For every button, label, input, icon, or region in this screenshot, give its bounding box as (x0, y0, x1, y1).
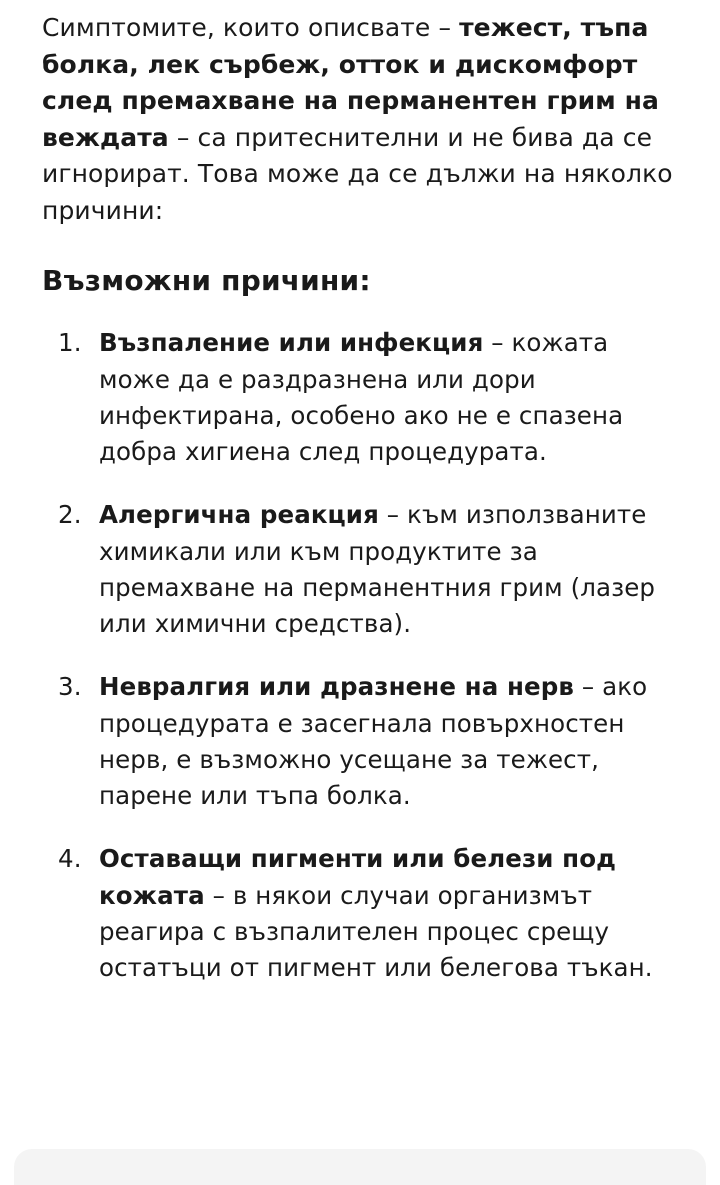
list-item-text: – ако процедурата е засегнала повърхностен нерв, е възможно усещане за тежест, парене или тъпа болка. (99, 672, 648, 811)
intro-text-emphasis: тежест, тъпа болка, лек сърбеж, отток и дискомфорт след премахване на перманентен грим на веждата (42, 13, 659, 152)
list-item (46, 325, 678, 470)
list-item-text: – към използваните химикали или към продуктите за премахване на перманентния грим (лазер или химични средства). (99, 500, 656, 639)
causes-list (42, 325, 678, 986)
intro-paragraph (42, 10, 678, 229)
list-item (46, 841, 678, 986)
intro-text-lead: Симптомите, които описвате – (42, 13, 460, 42)
list-item (46, 497, 678, 642)
list-item-text: – кожата може да е раздразнена или дори инфектирана, особено ако не е спазена добра хигиена след процедурата. (99, 328, 624, 467)
list-item-text: – в някои случаи организмът реагира с възпалителен процес срещу остатъци от пигмент или белегова тъкан. (99, 880, 653, 983)
bottom-sheet-edge (14, 1149, 706, 1185)
list-item-title: Невралгия или дразнене на нерв (99, 672, 574, 702)
list-item-title: Алергична реакция (99, 500, 379, 530)
list-item-title: Възпаление или инфекция (99, 328, 484, 358)
list-item-title: Оставащи пигменти или белези под кожата (99, 844, 617, 910)
intro-text-tail: – са притеснителни и не бива да се игнорират. Това може да се дължи на няколко причини: (42, 122, 673, 225)
section-heading: Възможни причини: (42, 264, 371, 297)
list-item (46, 669, 678, 814)
